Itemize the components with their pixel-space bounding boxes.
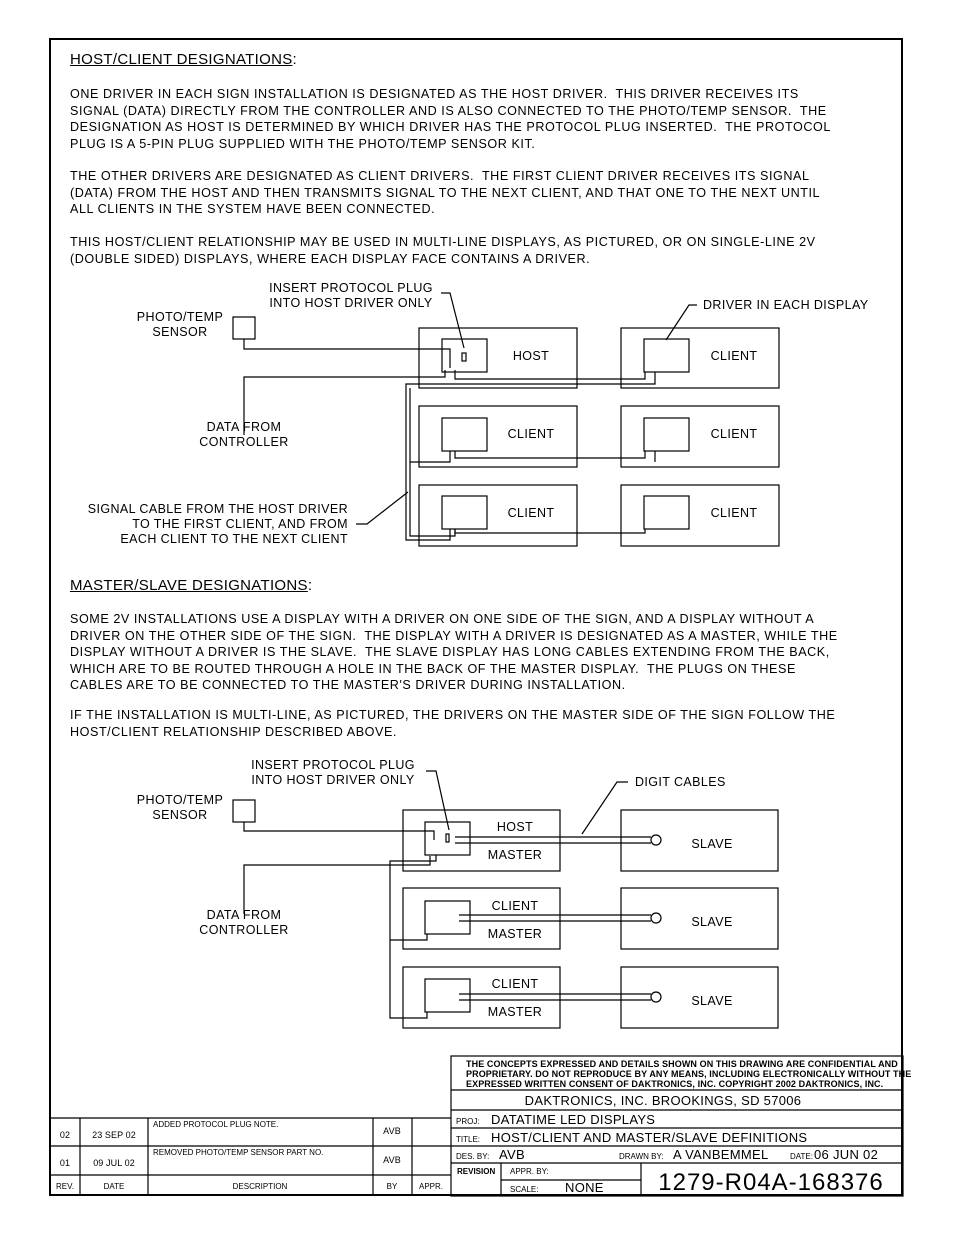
driver-each-display-label: DRIVER IN EACH DISPLAY (703, 298, 869, 312)
description-header: DESCRIPTION (232, 1182, 288, 1191)
rev-01-by: AVB (383, 1155, 401, 1165)
client-driver-a2 (442, 418, 487, 451)
designer: AVB (499, 1147, 525, 1162)
photo-temp-sensor-2 (233, 800, 255, 822)
des-by-label: DES. BY: (456, 1152, 490, 1161)
client-driver-b2 (644, 418, 689, 451)
revision-label: REVISION (457, 1167, 496, 1176)
rev-header: REV. (56, 1182, 74, 1191)
sensor-label-2-1: PHOTO/TEMP (136, 793, 224, 807)
master-driver-2 (425, 901, 470, 934)
protocol-plug-2 (446, 834, 449, 842)
scale-label: SCALE: (510, 1185, 539, 1194)
rev-01-date: 09 JUL 02 (93, 1158, 135, 1168)
drawing-title: HOST/CLIENT AND MASTER/SLAVE DEFINITIONS (491, 1130, 808, 1145)
appr-by-label: APPR. BY: (510, 1167, 549, 1176)
protocol-plug (462, 353, 466, 361)
confidential-notice-2: PROPRIETARY. DO NOT REPRODUCE BY ANY MEANS, INCLUDING ELECTRONICALLY WITHOUT THE (466, 1069, 912, 1079)
slave-label-1: SLAVE (691, 837, 733, 851)
master-slave-heading: MASTER/SLAVE DESIGNATIONS: (70, 577, 313, 594)
sensor-label-2-2: SENSOR (152, 808, 208, 822)
controller-data-cable-2 (244, 856, 430, 914)
master-slave-paragraph-2: IF THE INSTALLATION IS MULTI-LINE, AS PICTURED, THE DRIVERS ON THE MASTER SIDE OF THE SIGN FOLLOW THE HOST/CLIENT RELATIONSHIP DESCRIBED ABOVE. (70, 708, 836, 739)
client-label-b2: CLIENT (710, 427, 758, 441)
drawing-date: 06 JUN 02 (814, 1147, 879, 1162)
master-chain-cables (390, 855, 436, 1018)
signal-cable-label-2: TO THE FIRST CLIENT, AND FROM (132, 517, 348, 531)
rev-02: 02 (59, 1130, 71, 1140)
client-label-b3: CLIENT (710, 506, 758, 520)
client-driver-a3 (442, 496, 487, 529)
protocol-plug-leader-2 (426, 771, 449, 830)
title-block (451, 1056, 911, 1196)
revision-table (49, 1118, 451, 1196)
digit-cables-label: DIGIT CABLES (635, 775, 726, 789)
sensor-cable-2 (244, 822, 434, 840)
master-driver-1 (425, 822, 470, 855)
master-label-3: MASTER (487, 1005, 543, 1019)
data-from-label-2-1: DATA FROM (206, 908, 282, 922)
slave-plug-1 (651, 835, 661, 845)
master-label-2: MASTER (487, 927, 543, 941)
drawn-by-label: DRAWN BY: (619, 1152, 664, 1161)
rev-02-date: 23 SEP 02 (92, 1130, 136, 1140)
driver-leader (666, 305, 697, 340)
client-label-m3: CLIENT (491, 977, 539, 991)
client-label-a2: CLIENT (507, 427, 555, 441)
protocol-plug-label-1: INSERT PROTOCOL PLUG (269, 281, 433, 295)
rev-01-description: REMOVED PHOTO/TEMP SENSOR PART NO. (153, 1148, 324, 1157)
master-slave-diagram (137, 758, 778, 1028)
company-address: DAKTRONICS, INC. BROOKINGS, SD 57006 (524, 1093, 802, 1108)
client-driver-b3 (644, 496, 689, 529)
slave-plug-2 (651, 913, 661, 923)
protocol-plug-label-2: INTO HOST DRIVER ONLY (269, 296, 433, 310)
host-client-diagram (88, 281, 869, 546)
date-label: DATE: (790, 1152, 813, 1161)
signal-cable-label-1: SIGNAL CABLE FROM THE HOST DRIVER (87, 502, 348, 516)
scale-value: NONE (565, 1180, 604, 1195)
sensor-label-2: SENSOR (152, 325, 208, 339)
host-client-paragraph-1: ONE DRIVER IN EACH SIGN INSTALLATION IS DESIGNATED AS THE HOST DRIVER. THIS DRIVER RECEIVES ITS SIGNAL (DATA) DIRECTLY FROM THE CONTROLLER AND IS ALSO CONNECTED TO THE PHOTO/TEMP SENSOR. THE DESIGNATION AS HOST IS DETERMINED BY WHICH DRIVER HAS THE PROTOCOL PLUG INSERTED. THE PROTOCOL PLUG IS A 5-PIN PLUG SUPPLIED WITH THE PHOTO/TEMP SENSOR KIT. (70, 87, 831, 151)
protocol-plug-label-2-2: INTO HOST DRIVER ONLY (251, 773, 415, 787)
photo-temp-sensor (233, 317, 255, 339)
proj-label: PROJ: (456, 1117, 480, 1126)
client-driver-b1 (644, 339, 689, 372)
master-driver-3 (425, 979, 470, 1012)
rev-02-description: ADDED PROTOCOL PLUG NOTE. (153, 1120, 279, 1129)
slave-label-3: SLAVE (691, 994, 733, 1008)
by-header: BY (386, 1182, 398, 1191)
data-from-label-2-2: CONTROLLER (199, 923, 289, 937)
master-slave-paragraph-1: SOME 2V INSTALLATIONS USE A DISPLAY WITH A DRIVER ON ONE SIDE OF THE SIGN, AND A DISPLAY WITHOUT A DRIVER ON THE OTHER SIDE OF THE SIGN. THE DISPLAY WITH A DRIVER IS DESIGNATED AS A MASTER, WHILE THE DISPLAY WITHOUT A DRIVER IS THE SLAVE. THE SLAVE DISPLAY HAS LONG CABLES EXTENDING FROM THE BACK, WHICH ARE TO BE ROUTED THROUGH A HOLE IN THE BACK OF THE MASTER DISPLAY. THE PLUGS ON THESE CABLES ARE TO BE CONNECTED TO THE MASTER'S DRIVER DURING INSTALLATION. (70, 612, 838, 692)
protocol-plug-label-2-1: INSERT PROTOCOL PLUG (251, 758, 415, 772)
data-from-label-1: DATA FROM (206, 420, 282, 434)
project-name: DATATIME LED DISPLAYS (491, 1112, 656, 1127)
rev-02-by: AVB (383, 1126, 401, 1136)
client-label-b1: CLIENT (710, 349, 758, 363)
drafter: A VANBEMMEL (673, 1147, 769, 1162)
confidential-notice-1: THE CONCEPTS EXPRESSED AND DETAILS SHOWN ON THIS DRAWING ARE CONFIDENTIAL AND (466, 1059, 898, 1069)
confidential-notice-3: EXPRESSED WRITTEN CONSENT OF DAKTRONICS, INC. COPYRIGHT 2002 DAKTRONICS, INC. (466, 1079, 884, 1089)
date-header: DATE (103, 1182, 125, 1191)
client-label-a3: CLIENT (507, 506, 555, 520)
rev-01: 01 (59, 1158, 71, 1168)
host-client-paragraph-3: THIS HOST/CLIENT RELATIONSHIP MAY BE USED IN MULTI-LINE DISPLAYS, AS PICTURED, OR ON SINGLE-LINE 2V (DOUBLE SIDED) DISPLAYS, WHERE EACH DISPLAY FACE CONTAINS A DRIVER. (70, 235, 816, 266)
appr-header: APPR. (418, 1182, 444, 1191)
drawing-number: 1279-R04A-168376 (658, 1169, 884, 1196)
master-label-1: MASTER (487, 848, 543, 862)
protocol-plug-leader (441, 293, 464, 348)
host-client-heading: HOST/CLIENT DESIGNATIONS: (70, 51, 297, 68)
host-label-2: HOST (496, 820, 534, 834)
data-from-label-2: CONTROLLER (199, 435, 289, 449)
title-label: TITLE: (456, 1135, 481, 1144)
sensor-label-1: PHOTO/TEMP (136, 310, 224, 324)
signal-cable-leader (356, 492, 408, 524)
slave-plug-3 (651, 992, 661, 1002)
host-label: HOST (512, 349, 550, 363)
host-client-paragraph-2: THE OTHER DRIVERS ARE DESIGNATED AS CLIENT DRIVERS. THE FIRST CLIENT DRIVER RECEIVES ITS SIGNAL (DATA) FROM THE HOST AND THEN TRANSMITS SIGNAL TO THE NEXT CLIENT, AND THAT ONE TO THE NEXT UNTIL ALL CLIENTS IN THE SYSTEM HAVE BEEN CONNECTED. (70, 169, 821, 216)
slave-label-2: SLAVE (691, 915, 733, 929)
client-label-m2: CLIENT (491, 899, 539, 913)
signal-cable-label-3: EACH CLIENT TO THE NEXT CLIENT (120, 532, 348, 546)
host-driver (442, 339, 487, 372)
